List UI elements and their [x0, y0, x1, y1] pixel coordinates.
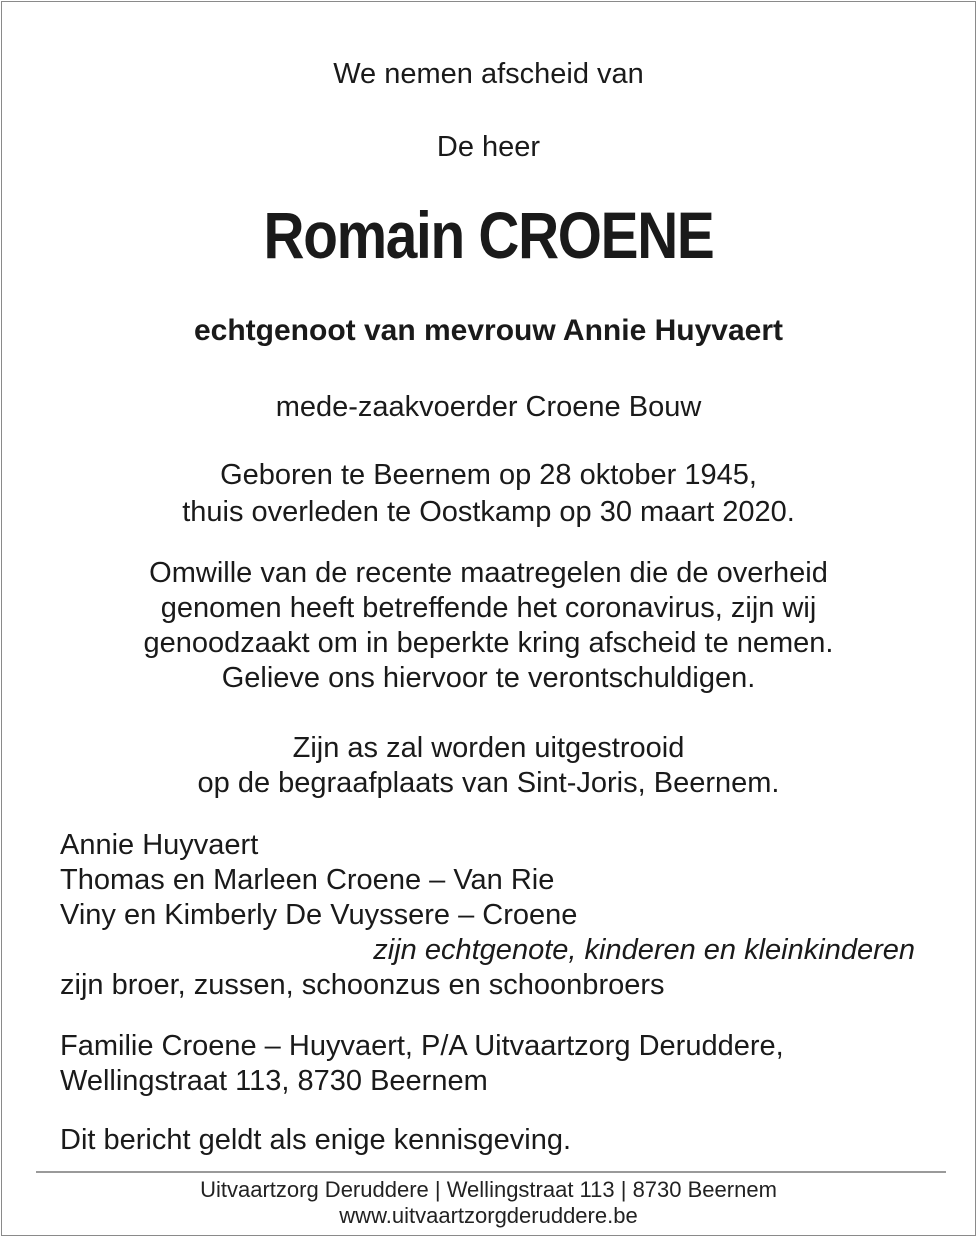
family-member: Annie Huyvaert	[60, 829, 259, 861]
family-member: Viny en Kimberly De Vuyssere – Croene	[60, 899, 578, 931]
spouse-line: echtgenoot van mevrouw Annie Huyvaert	[193, 314, 783, 347]
footer-website[interactable]: www.uitvaartzorgderuddere.be	[339, 1203, 638, 1228]
occupation-text: mede-zaakvoerder Croene Bouw	[275, 391, 702, 423]
title-text: De heer	[436, 131, 541, 163]
intro-text: We nemen afscheid van	[333, 58, 644, 90]
footer-divider	[36, 1171, 946, 1173]
notice-line: Omwille van de recente maatregelen die de overheid	[149, 557, 828, 589]
notice-line: genoodzaakt om in beperkte kring afscheid te nemen.	[143, 627, 834, 659]
deceased-name: Romain CROENE	[263, 198, 714, 272]
address-line: Wellingstraat 113, 8730 Beernem	[60, 1065, 488, 1097]
family-member: Thomas en Marleen Croene – Van Rie	[60, 864, 555, 896]
relatives-text: zijn broer, zussen, schoonzus en schoonbroers	[60, 969, 665, 1001]
footer-address: Uitvaartzorg Deruddere | Wellingstraat 113 | 8730 Beernem	[200, 1177, 777, 1202]
address-line: Familie Croene – Huyvaert, P/A Uitvaartzorg Deruddere,	[60, 1030, 784, 1062]
born-text: Geboren te Beernem op 28 oktober 1945,	[220, 459, 757, 491]
notice-line: Gelieve ons hiervoor te verontschuldigen.	[221, 662, 756, 694]
closing-text: Dit bericht geldt als enige kennisgeving.	[60, 1124, 572, 1156]
died-text: thuis overleden te Oostkamp op 30 maart 2020.	[182, 496, 795, 528]
ashes-line: op de begraafplaats van Sint-Joris, Beernem.	[197, 767, 780, 799]
notice-line: genomen heeft betreffende het coronavirus, zijn wij	[160, 592, 817, 624]
family-role: zijn echtgenote, kinderen en kleinkinderen	[373, 934, 915, 966]
ashes-line: Zijn as zal worden uitgestrooid	[292, 732, 685, 764]
obituary-card	[1, 1, 976, 1236]
